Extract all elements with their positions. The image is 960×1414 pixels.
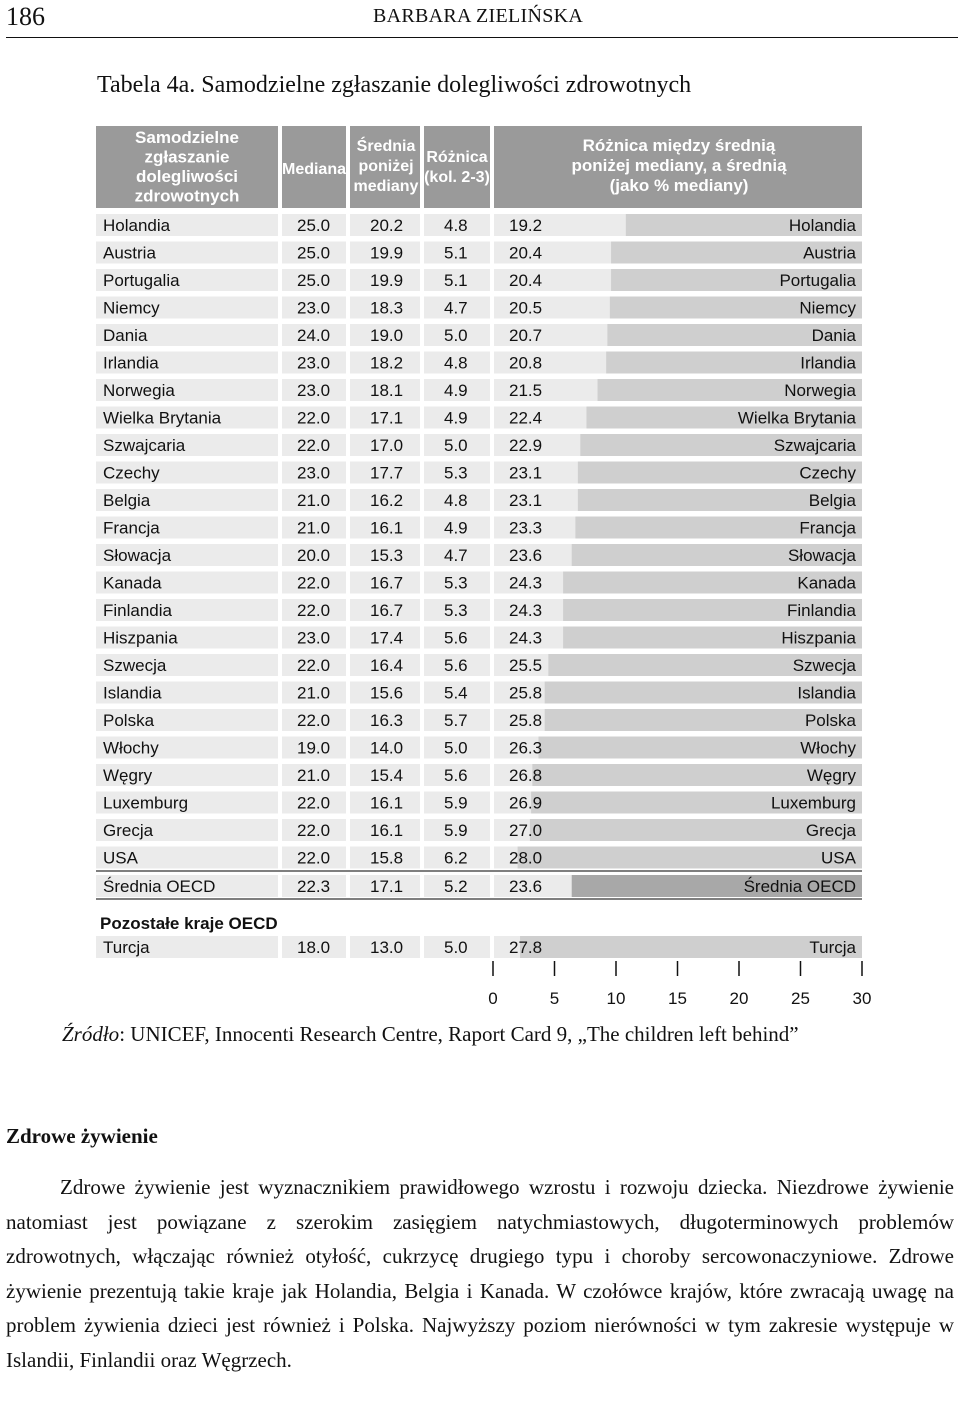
x-tick-label: 10 bbox=[606, 989, 626, 1008]
row-mean-below: 17.0 bbox=[370, 436, 404, 455]
row-mean-below: 18.1 bbox=[370, 381, 404, 400]
row-difference: 5.1 bbox=[444, 243, 468, 263]
bar-label: Włochy bbox=[800, 738, 856, 758]
row-mean-below: 19.0 bbox=[370, 326, 404, 345]
row-difference: 4.9 bbox=[444, 408, 468, 428]
row-mean-below: 16.4 bbox=[370, 656, 404, 675]
header-difference-line: Różnica bbox=[426, 149, 488, 166]
bar-label: USA bbox=[821, 848, 856, 868]
row-country: Austria bbox=[103, 243, 156, 263]
row-difference: 5.6 bbox=[444, 766, 468, 785]
header-country-line: Samodzielne bbox=[135, 128, 239, 147]
row-country: Holandia bbox=[103, 216, 171, 235]
row-mean-below: 20.2 bbox=[370, 216, 404, 235]
row-country: Czechy bbox=[103, 463, 160, 483]
row-gap-pct: 23.1 bbox=[509, 491, 543, 510]
row-mean-below: 19.9 bbox=[370, 243, 404, 263]
row-difference: 5.9 bbox=[444, 821, 468, 840]
row-gap-pct: 23.6 bbox=[509, 877, 543, 896]
row-median: 22.0 bbox=[297, 821, 331, 840]
row-gap-pct: 24.3 bbox=[509, 628, 543, 648]
row-difference: 5.3 bbox=[444, 573, 468, 593]
row-country: Irlandia bbox=[103, 353, 159, 373]
body-text bbox=[6, 1170, 954, 1377]
bar-label: Turcja bbox=[809, 938, 856, 957]
header-country-line: zgłaszanie bbox=[144, 147, 230, 167]
row-gap-pct: 25.8 bbox=[509, 711, 543, 730]
row-difference: 5.3 bbox=[444, 601, 468, 620]
bar-label: Średnia OECD bbox=[743, 877, 856, 896]
bar-label: Polska bbox=[804, 711, 856, 730]
header-mean-below-line: mediany bbox=[353, 178, 419, 195]
row-difference: 5.6 bbox=[444, 628, 468, 648]
row-mean-below: 16.7 bbox=[370, 601, 404, 620]
row-median: 22.0 bbox=[297, 408, 331, 428]
bar-label: Francja bbox=[799, 518, 856, 538]
row-mean-below: 16.1 bbox=[370, 518, 404, 538]
row-difference: 6.2 bbox=[444, 848, 468, 868]
row-mean-below: 16.7 bbox=[370, 573, 404, 593]
x-tick-label: 15 bbox=[668, 989, 687, 1008]
row-mean-below: 15.6 bbox=[370, 683, 404, 703]
page-number: 186 bbox=[6, 2, 45, 31]
source-text: : UNICEF, Innocenti Research Centre, Raport Card 9, „The children left behind” bbox=[119, 1022, 799, 1046]
row-difference: 4.8 bbox=[444, 353, 468, 373]
bar-label: Portugalia bbox=[779, 271, 856, 290]
row-median: 23.0 bbox=[297, 353, 331, 373]
row-mean-below: 18.2 bbox=[370, 353, 404, 373]
row-gap-pct: 27.0 bbox=[509, 821, 543, 840]
row-country: USA bbox=[103, 848, 138, 868]
bar-label: Holandia bbox=[788, 216, 856, 235]
row-country: Kanada bbox=[103, 573, 162, 593]
header-gap-pct-line: poniżej mediany, a średnią bbox=[571, 156, 787, 175]
bar-label: Czechy bbox=[799, 463, 856, 483]
row-median: 23.0 bbox=[297, 463, 331, 483]
row-gap-pct: 26.9 bbox=[509, 793, 543, 813]
row-mean-below: 15.3 bbox=[370, 546, 404, 565]
row-difference: 5.4 bbox=[444, 683, 468, 703]
bar-label: Islandia bbox=[797, 683, 856, 703]
row-country: Islandia bbox=[103, 683, 162, 703]
row-difference: 4.7 bbox=[444, 546, 468, 565]
row-median: 23.0 bbox=[297, 298, 331, 318]
row-country: Portugalia bbox=[103, 271, 180, 290]
row-median: 21.0 bbox=[297, 518, 331, 538]
row-median: 22.0 bbox=[297, 793, 331, 813]
row-mean-below: 18.3 bbox=[370, 298, 404, 318]
row-gap-pct: 23.6 bbox=[509, 546, 543, 565]
row-gap-pct: 25.8 bbox=[509, 683, 543, 703]
row-difference: 5.0 bbox=[444, 436, 468, 455]
running-author: BARBARA ZIELIŃSKA bbox=[373, 5, 584, 27]
table-caption: Tabela 4a. Samodzielne zgłaszanie dolegliwości zdrowotnych bbox=[97, 72, 692, 98]
x-tick-label: 5 bbox=[549, 989, 560, 1008]
bar-label: Szwecja bbox=[792, 656, 856, 675]
row-median: 23.0 bbox=[297, 628, 331, 648]
header-median: Mediana bbox=[281, 161, 347, 178]
row-mean-below: 19.9 bbox=[370, 271, 404, 290]
row-difference: 4.7 bbox=[444, 298, 468, 318]
other-countries-heading: Pozostałe kraje OECD bbox=[100, 914, 278, 933]
row-difference: 5.6 bbox=[444, 656, 468, 675]
row-mean-below: 16.1 bbox=[370, 821, 404, 840]
source-note bbox=[62, 1022, 799, 1047]
row-mean-below: 16.3 bbox=[370, 711, 404, 730]
row-gap-pct: 22.4 bbox=[509, 408, 543, 428]
row-gap-pct: 21.5 bbox=[509, 381, 543, 400]
row-country: Turcja bbox=[103, 938, 150, 957]
header-cell-difference bbox=[424, 126, 490, 208]
row-mean-below: 16.1 bbox=[370, 793, 404, 813]
row-gap-pct: 23.3 bbox=[509, 518, 543, 538]
bar-label: Grecja bbox=[805, 821, 856, 840]
header-mean-below-line: Średnia bbox=[356, 138, 416, 155]
row-country: Luxemburg bbox=[103, 793, 189, 813]
row-median: 22.0 bbox=[297, 573, 331, 593]
row-gap-pct: 26.3 bbox=[509, 738, 543, 758]
row-country: Grecja bbox=[103, 821, 154, 840]
x-tick-label: 30 bbox=[852, 989, 872, 1008]
bar-label: Hiszpania bbox=[781, 628, 856, 648]
bar-label: Luxemburg bbox=[770, 793, 856, 813]
row-difference: 4.9 bbox=[444, 518, 468, 538]
row-gap-pct: 20.4 bbox=[509, 271, 543, 290]
row-gap-pct: 26.8 bbox=[509, 766, 543, 785]
row-difference: 4.8 bbox=[444, 491, 468, 510]
row-country: Wielka Brytania bbox=[103, 408, 222, 428]
row-difference: 5.0 bbox=[444, 738, 468, 758]
bar-label: Dania bbox=[811, 326, 856, 345]
row-median: 21.0 bbox=[297, 491, 331, 510]
row-difference: 5.2 bbox=[444, 877, 468, 896]
row-country: Włochy bbox=[103, 738, 159, 758]
bar-label: Niemcy bbox=[799, 298, 856, 318]
row-gap-pct: 27.8 bbox=[509, 938, 543, 957]
bar-label: Norwegia bbox=[784, 381, 856, 400]
header-country-line: dolegliwości bbox=[135, 167, 239, 186]
row-mean-below: 17.7 bbox=[370, 463, 404, 483]
row-country: Szwajcaria bbox=[103, 436, 186, 455]
row-median: 25.0 bbox=[297, 271, 331, 290]
row-gap-pct: 20.5 bbox=[509, 298, 543, 318]
row-difference: 5.7 bbox=[444, 711, 468, 730]
x-tick-label: 25 bbox=[791, 989, 810, 1008]
row-mean-below: 13.0 bbox=[370, 938, 404, 957]
row-gap-pct: 20.7 bbox=[509, 326, 543, 345]
bar-label: Irlandia bbox=[800, 353, 856, 373]
bar-label: Kanada bbox=[797, 573, 856, 593]
row-country: Francja bbox=[103, 518, 160, 538]
row-median: 18.0 bbox=[297, 938, 331, 957]
row-mean-below: 17.1 bbox=[370, 877, 404, 896]
row-country: Średnia OECD bbox=[103, 877, 216, 896]
row-mean-below: 17.1 bbox=[370, 408, 404, 428]
row-difference: 4.8 bbox=[444, 216, 468, 235]
row-difference: 4.9 bbox=[444, 381, 468, 400]
row-difference: 5.9 bbox=[444, 793, 468, 813]
row-median: 25.0 bbox=[297, 243, 331, 263]
row-median: 21.0 bbox=[297, 683, 331, 703]
row-median: 22.0 bbox=[297, 601, 331, 620]
row-mean-below: 17.4 bbox=[370, 628, 404, 648]
row-median: 25.0 bbox=[297, 216, 331, 235]
bar-label: Finlandia bbox=[787, 601, 856, 620]
row-gap-pct: 28.0 bbox=[509, 848, 543, 868]
row-country: Polska bbox=[103, 711, 155, 730]
row-difference: 5.0 bbox=[444, 326, 468, 345]
bar-label: Szwajcaria bbox=[773, 436, 856, 455]
bar-label: Belgia bbox=[808, 491, 856, 510]
row-mean-below: 14.0 bbox=[370, 738, 404, 758]
bar-label: Wielka Brytania bbox=[737, 408, 856, 428]
body-paragraph: Zdrowe żywienie jest wyznacznikiem prawidłowego wzrostu i rozwoju dziecka. Niezdrowe żywienie natomiast jest powiązane z szerokim zasięgiem natychmiastowych, długoterminowych problemów zdrowotnych, włączając również otyłość, cukrzycę drugiego typu i choroby sercowonaczyniowe. Zdrowe żywienie prezentują takie kraje jak Holandia, Belgia i Kanada. W czołówce krajów, które zwracają uwagę na problem żywienia dzieci jest również i Polska. Najwyższy poziom nierówności w tym zakresie występuje w Islandii, Finlandii oraz Węgrzech. bbox=[6, 1175, 954, 1372]
row-country: Szwecja bbox=[103, 656, 167, 675]
row-country: Finlandia bbox=[103, 601, 172, 620]
row-difference: 5.0 bbox=[444, 938, 468, 957]
row-country: Norwegia bbox=[103, 381, 175, 400]
bar-label: Węgry bbox=[806, 766, 856, 785]
row-median: 21.0 bbox=[297, 766, 331, 785]
row-difference: 5.3 bbox=[444, 463, 468, 483]
x-tick-label: 20 bbox=[729, 989, 749, 1008]
bar-label: Słowacja bbox=[787, 546, 856, 565]
row-mean-below: 16.2 bbox=[370, 491, 404, 510]
row-median: 22.3 bbox=[297, 877, 331, 896]
row-country: Słowacja bbox=[103, 546, 172, 565]
row-median: 22.0 bbox=[297, 436, 331, 455]
row-difference: 5.1 bbox=[444, 271, 468, 290]
row-median: 20.0 bbox=[297, 546, 331, 565]
row-median: 19.0 bbox=[297, 738, 331, 758]
section-heading: Zdrowe żywienie bbox=[6, 1124, 158, 1148]
row-country: Węgry bbox=[103, 766, 153, 785]
header-gap-pct-line: Różnica między średnią bbox=[582, 136, 776, 155]
row-mean-below: 15.8 bbox=[370, 848, 404, 868]
header-country-line: zdrowotnych bbox=[134, 186, 240, 206]
row-gap-pct: 22.9 bbox=[509, 436, 543, 455]
row-country: Hiszpania bbox=[103, 628, 178, 648]
row-mean-below: 15.4 bbox=[370, 766, 404, 785]
row-median: 22.0 bbox=[297, 656, 331, 675]
row-gap-pct: 24.3 bbox=[509, 573, 543, 593]
row-gap-pct: 25.5 bbox=[509, 656, 543, 675]
bar-label: Austria bbox=[803, 243, 856, 263]
row-country: Belgia bbox=[103, 491, 151, 510]
row-median: 22.0 bbox=[297, 711, 331, 730]
row-gap-pct: 20.8 bbox=[509, 353, 543, 373]
header-gap-pct-line: (jako % mediany) bbox=[609, 176, 749, 195]
row-gap-pct: 19.2 bbox=[509, 216, 543, 235]
header-mean-below-line: poniżej bbox=[358, 158, 414, 175]
row-gap-pct: 23.1 bbox=[509, 463, 543, 483]
row-country: Dania bbox=[103, 326, 148, 345]
header-difference-line: (kol. 2-3) bbox=[424, 169, 490, 186]
gap-bar bbox=[518, 847, 862, 869]
row-median: 24.0 bbox=[297, 326, 331, 345]
row-gap-pct: 24.3 bbox=[509, 601, 543, 620]
row-median: 23.0 bbox=[297, 381, 331, 400]
source-label: Źródło bbox=[62, 1022, 120, 1046]
x-tick-label: 0 bbox=[488, 989, 498, 1008]
row-country: Niemcy bbox=[103, 298, 160, 318]
row-median: 22.0 bbox=[297, 848, 331, 868]
row-gap-pct: 20.4 bbox=[509, 243, 543, 263]
